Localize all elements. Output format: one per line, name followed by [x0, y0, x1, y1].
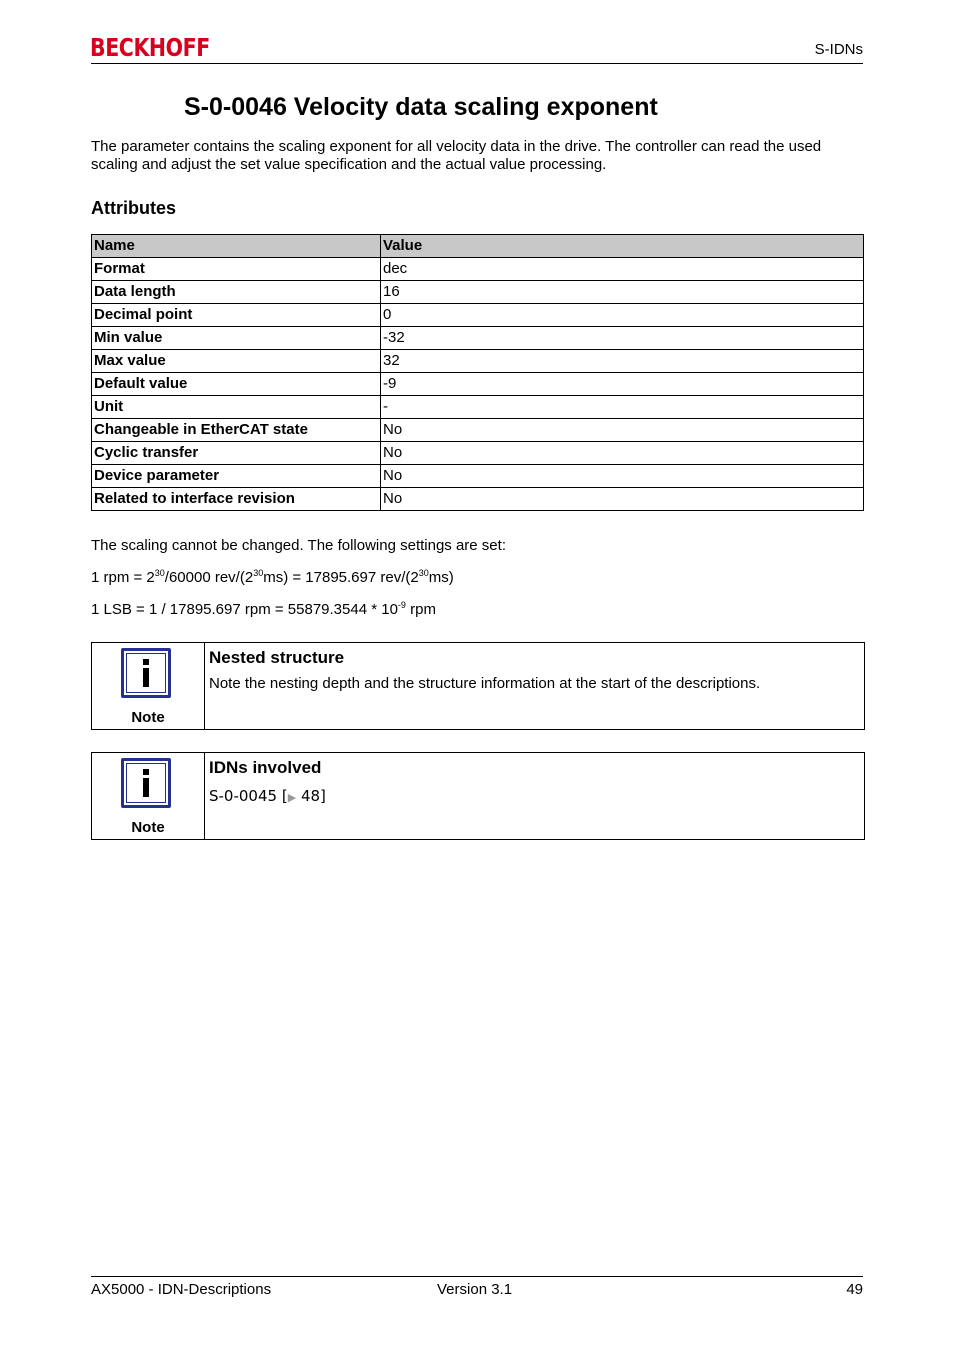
info-icon — [121, 648, 171, 698]
intro-paragraph: The parameter contains the scaling exponent for all velocity data in the drive. The controller can read the used scaling and adjust the set value specification and the actual value processing. — [91, 138, 822, 173]
table-row — [92, 442, 864, 465]
header-divider — [91, 63, 863, 64]
attribute-value: 32 — [381, 350, 864, 373]
ref-bracket-open: [ — [277, 787, 288, 805]
formula-exponent: -9 — [397, 600, 406, 610]
formula-part: ms) — [428, 569, 454, 586]
table-header-row — [92, 235, 864, 258]
attribute-name: Device parameter — [92, 465, 381, 488]
formula-exponent: 30 — [418, 568, 429, 578]
scaling-formula-rpm — [91, 569, 454, 587]
formula-exponent: 30 — [154, 568, 165, 578]
table-row — [92, 465, 864, 488]
info-icon — [121, 758, 171, 808]
attribute-value: -32 — [381, 327, 864, 350]
formula-part: 1 rpm = 2 — [91, 569, 155, 586]
attribute-value: dec — [381, 258, 864, 281]
table-row — [92, 281, 864, 304]
idn-reference-link[interactable]: S-0-0045 — [209, 787, 278, 805]
table-row — [92, 304, 864, 327]
attribute-value: No — [381, 488, 864, 511]
note-label: Note — [131, 709, 165, 726]
note-box-nested-structure — [91, 642, 865, 730]
section-name: S-IDNs — [814, 41, 863, 58]
formula-exponent: 30 — [253, 568, 264, 578]
note-label: Note — [131, 819, 165, 836]
note-title: Nested structure — [209, 648, 345, 667]
attribute-name: Changeable in EtherCAT state — [92, 419, 381, 442]
table-row — [92, 258, 864, 281]
formula-part: /60000 rev/(2 — [164, 569, 254, 586]
attribute-name: Data length — [92, 281, 381, 304]
scaling-text: The scaling cannot be changed. The following settings are set: — [91, 537, 506, 554]
attribute-name: Related to interface revision — [92, 488, 381, 511]
attribute-value: 16 — [381, 281, 864, 304]
attribute-value: No — [381, 419, 864, 442]
page-title: S-0-0046 Velocity data scaling exponent — [184, 93, 658, 121]
footer-page-number: 49 — [846, 1281, 863, 1298]
attribute-name: Min value — [92, 327, 381, 350]
formula-part: rpm — [405, 601, 436, 618]
note-box-idns-involved — [91, 752, 865, 840]
attribute-value: No — [381, 465, 864, 488]
attribute-name: Decimal point — [92, 304, 381, 327]
footer-document-name: AX5000 - IDN-Descriptions — [91, 1281, 272, 1298]
formula-part: 1 LSB = 1 / 17895.697 rpm = 55879.3544 * 10 — [91, 601, 398, 618]
attribute-name: Default value — [92, 373, 381, 396]
idn-reference — [209, 787, 326, 805]
table-row — [92, 419, 864, 442]
table-row — [92, 327, 864, 350]
note-text: Note the nesting depth and the structure information at the start of the descriptions. — [209, 675, 761, 692]
note-icon-cell — [92, 753, 205, 839]
footer-version: Version 3.1 — [437, 1281, 513, 1298]
attributes-table — [91, 234, 864, 511]
attribute-name: Format — [92, 258, 381, 281]
column-header-name: Name — [92, 235, 381, 258]
attribute-value: - — [381, 396, 864, 419]
scaling-formula-lsb — [91, 601, 436, 619]
attribute-value: -9 — [381, 373, 864, 396]
attribute-value: 0 — [381, 304, 864, 327]
attribute-value: No — [381, 442, 864, 465]
table-row — [92, 396, 864, 419]
table-row — [92, 373, 864, 396]
table-row — [92, 488, 864, 511]
column-header-value: Value — [381, 235, 864, 258]
attribute-name: Max value — [92, 350, 381, 373]
note-icon-cell — [92, 643, 205, 729]
ref-page-number: 48] — [296, 787, 326, 805]
attribute-name: Unit — [92, 396, 381, 419]
attributes-heading: Attributes — [91, 198, 176, 218]
beckhoff-logo: BECKHOFF — [90, 33, 210, 62]
attribute-name: Cyclic transfer — [92, 442, 381, 465]
table-row — [92, 350, 864, 373]
footer-divider — [91, 1276, 863, 1277]
note-title: IDNs involved — [209, 758, 322, 777]
page-arrow-icon: ▶ — [287, 791, 297, 804]
formula-part: ms) = 17895.697 rev/(2 — [263, 569, 419, 586]
